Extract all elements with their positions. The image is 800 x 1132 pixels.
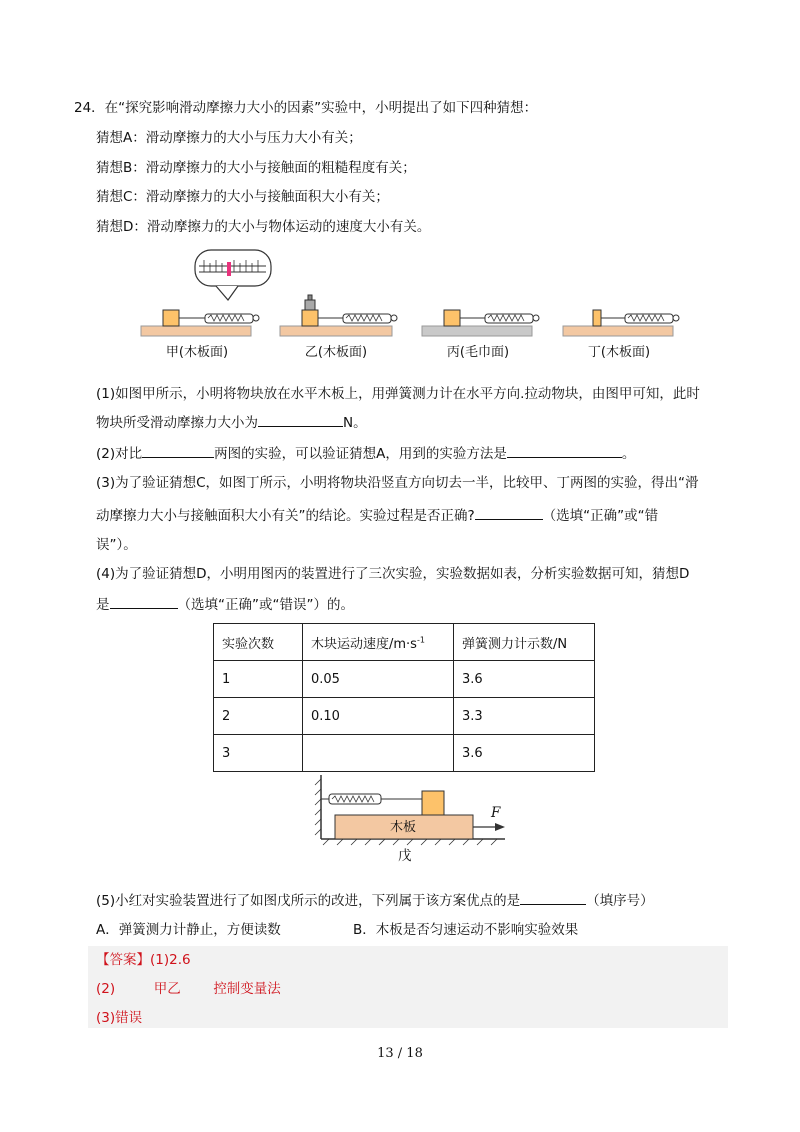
answer-line1: 【答案】(1)2.6: [96, 952, 191, 968]
caption-yi: 乙(木板面): [304, 345, 368, 360]
part3-line1: (3)为了验证猜想C，如图丁所示，小明将物块沿竖直方向切去一半，比较甲、丁两图的实验，得出“滑: [96, 475, 699, 491]
answer-blank[interactable]: [475, 505, 543, 520]
figure-wu-caption: 戊: [398, 848, 412, 864]
answer-blank[interactable]: [520, 890, 586, 905]
pointer-marker: [227, 262, 231, 276]
figure-jia: [141, 310, 259, 336]
table-header: 实验次数: [214, 624, 303, 661]
part1-line1: (1)如图甲所示，小明将物块放在水平木板上，用弹簧测力计在水平方向.拉动物块，由图甲可知，此时: [96, 386, 700, 402]
answer-blank[interactable]: [110, 594, 178, 609]
table-header: 木块运动速度$/m\cdot s^{-1}$: [303, 624, 454, 661]
answer-line2: (2) 甲乙 控制变量法: [96, 981, 281, 997]
hypothesis-c: 猜想C：滑动摩擦力的大小与接触面积大小有关；: [96, 189, 389, 205]
part3-line2: 动摩擦力大小与接触面积大小有关”的结论。实验过程是否正确? （选填“正确”或“错: [96, 505, 658, 526]
table-header: 弹簧测力计示数/N: [454, 624, 595, 661]
figure-ding: [563, 310, 679, 336]
part1-line2: 物块所受滑动摩擦力大小为 N。: [96, 412, 367, 433]
hypothesis-a: 猜想A：滑动摩擦力的大小与压力大小有关；: [96, 130, 362, 146]
part4-line1: (4)为了验证猜想D，小明用图丙的装置进行了三次实验，实验数据如表，分析实验数据可知，猜想D: [96, 566, 690, 582]
table-cell: 3.3: [454, 698, 595, 735]
figure-wu: [315, 775, 535, 845]
answer-line3: (3)错误: [96, 1010, 143, 1026]
hypothesis-b: 猜想B：滑动摩擦力的大小与接触面的粗糙程度有关；: [96, 160, 416, 176]
part3-line3: 误”）。: [96, 537, 137, 553]
answer-tag: 【答案】: [96, 952, 150, 968]
caption-ding: 丁(木板面): [587, 345, 651, 360]
part4-line2: 是 （选填“正确”或“错误”）的。: [96, 594, 354, 615]
table-cell: 1: [214, 661, 303, 698]
part2-line: (2)对比 两图的实验，可以验证猜想A，用到的实验方法是 。: [96, 443, 635, 464]
option-a: A．弹簧测力计静止，方便读数: [96, 922, 281, 938]
force-label: F: [491, 805, 501, 821]
magnifier-callout: [195, 250, 271, 300]
table-cell: 0.10: [303, 698, 454, 735]
question-title: 24．在“探究影响滑动摩擦力大小的因素”实验中，小明提出了如下四种猜想：: [74, 100, 538, 116]
part5-line: (5)小红对实验装置进行了如图戊所示的改进，下列属于该方案优点的是 （填序号）: [96, 890, 654, 911]
table-row: [214, 698, 595, 735]
page-number: 13 / 18: [377, 1046, 423, 1061]
figure-yi: [280, 295, 397, 336]
table-cell: 3.6: [454, 735, 595, 772]
table-header-row: [214, 624, 595, 661]
table-row: [214, 661, 595, 698]
caption-bing: 丙(毛巾面): [446, 345, 510, 360]
answer-blank[interactable]: [507, 443, 622, 458]
figure-bing: [422, 310, 539, 336]
experiment-figures: [0, 240, 800, 360]
answer-blank[interactable]: [258, 412, 343, 427]
option-b: B．木板是否匀速运动不影响实验效果: [353, 922, 579, 938]
caption-jia: 甲(木板面): [165, 345, 229, 360]
answer-blank[interactable]: [142, 443, 214, 458]
table-row: [214, 735, 595, 772]
board-label: 木板: [390, 820, 417, 835]
table-cell: 0.05: [303, 661, 454, 698]
table-cell: 2: [214, 698, 303, 735]
hypothesis-d: 猜想D：滑动摩擦力的大小与物体运动的速度大小有关。: [96, 219, 431, 235]
table-cell: 3.6: [454, 661, 595, 698]
table-cell: [303, 735, 454, 772]
data-table: [213, 623, 595, 772]
table-cell: 3: [214, 735, 303, 772]
